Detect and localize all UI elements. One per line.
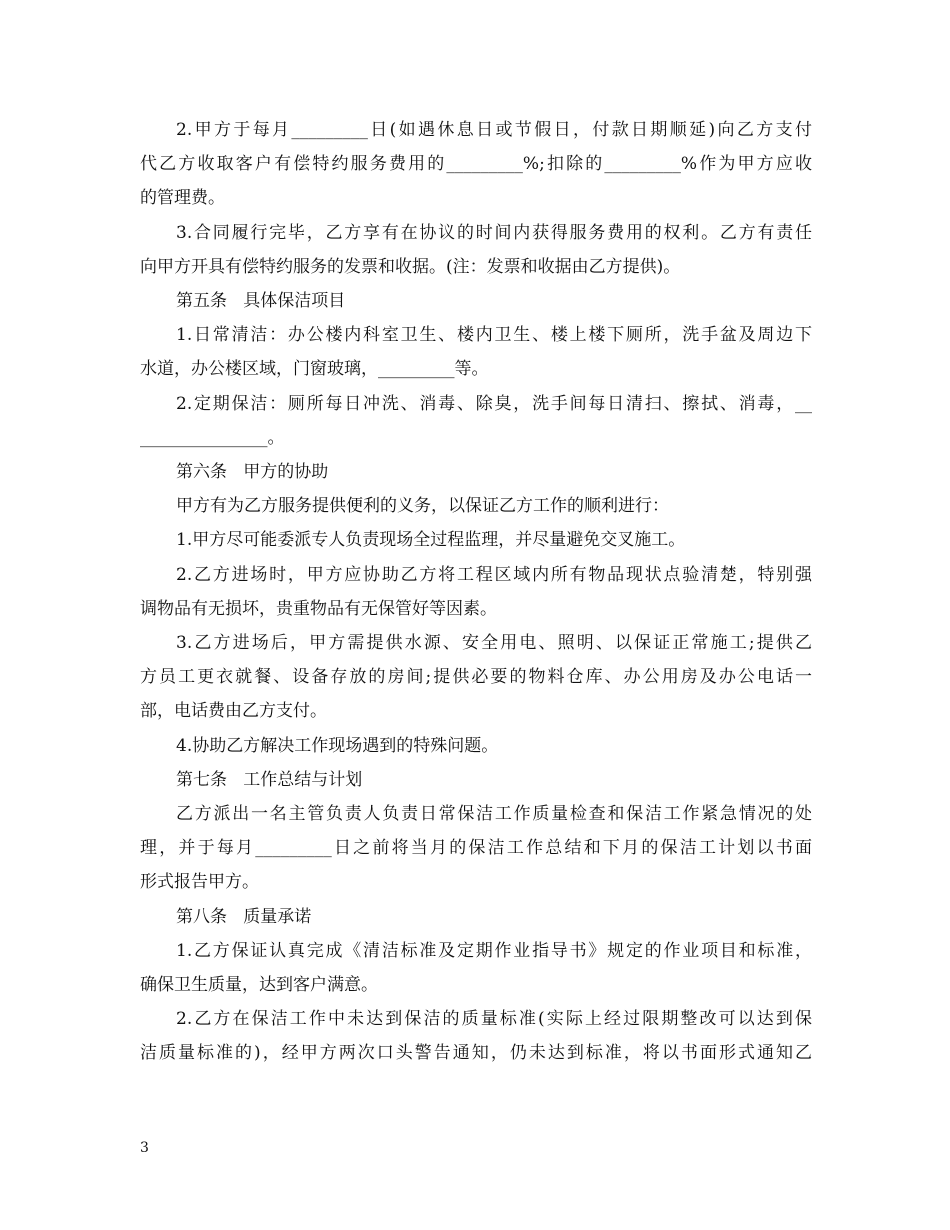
text-line: 4.协助乙方解决工作现场遇到的特殊问题。 [176,735,499,756]
text-line: 代乙方收取客户有偿特约服务费用的_________%;扣除的_________%作为甲方应收 [140,154,812,175]
text-line: 乙方派出一名主管负责人负责日常保洁工作质量检查和保洁工作紧急情况的处 [176,804,812,824]
page-number: 3 [140,1140,149,1156]
text-line: 2.定期保洁：厕所每日冲洗、消毒、除臭，洗手间每日清扫、擦拭、消毒，__ [176,393,812,414]
text-line: 1.日常清洁：办公楼内科室卫生、楼内卫生、楼上楼下厕所，洗手盆及周边下 [176,325,812,346]
text-line: 2.乙方在保洁工作中未达到保洁的质量标准(实际上经过限期整改可以达到保 [176,1009,812,1030]
text-line: 甲方有为乙方服务提供便利的义务，以保证乙方工作的顺利进行： [176,496,669,517]
text-line: 2.甲方于每月_________日(如遇休息日或节假日，付款日期顺延)向乙方支付 [176,120,812,140]
text-line: 1.甲方尽可能委派专人负责现场全过程监理，并尽量避免交叉施工。 [176,530,686,551]
text-line: 2.乙方进场时，甲方应协助乙方将工程区域内所有物品现状点验清楚，特别强 [176,564,812,585]
text-line: 的管理费。 [140,188,225,209]
text-line: 方员工更衣就餐、设备存放的房间;提供必要的物料仓库、办公用房及办公电话一 [140,667,812,688]
text-line: 部，电话费由乙方支付。 [140,701,327,722]
text-line: 理，并于每月_________日之前将当月的保洁工作总结和下月的保洁工计划以书面 [140,838,812,859]
text-line: 确保卫生质量，达到客户满意。 [140,975,378,995]
text-line: 向甲方开具有偿特约服务的发票和收据。(注：发票和收据由乙方提供)。 [140,256,681,277]
text-line: 3.合同履行完毕，乙方享有在协议的时间内获得服务费用的权利。乙方有责任 [176,222,812,243]
text-line: 形式报告甲方。 [140,872,259,893]
text-line: 水道，办公楼区域，门窗玻璃，_________等。 [140,359,489,380]
text-line: 3.乙方进场后，甲方需提供水源、安全用电、照明、以保证正常施工;提供乙 [176,633,812,653]
text-line: 1.乙方保证认真完成《清洁标准及定期作业指导书》规定的作业项目和标准， [176,940,812,961]
text-line: 第五条 具体保洁项目 [176,291,346,311]
text-line: 洁质量标准的)，经甲方两次口头警告通知，仍未达到标准，将以书面形式通知乙 [140,1043,812,1064]
text-line: 调物品有无损坏，贵重物品有无保管好等因素。 [140,598,497,619]
text-line: 第七条 工作总结与计划 [176,769,363,790]
text-line: 第八条 质量承诺 [176,906,312,927]
text-line: 第六条 甲方的协助 [176,462,329,482]
text-line: _______________。 [140,427,285,448]
